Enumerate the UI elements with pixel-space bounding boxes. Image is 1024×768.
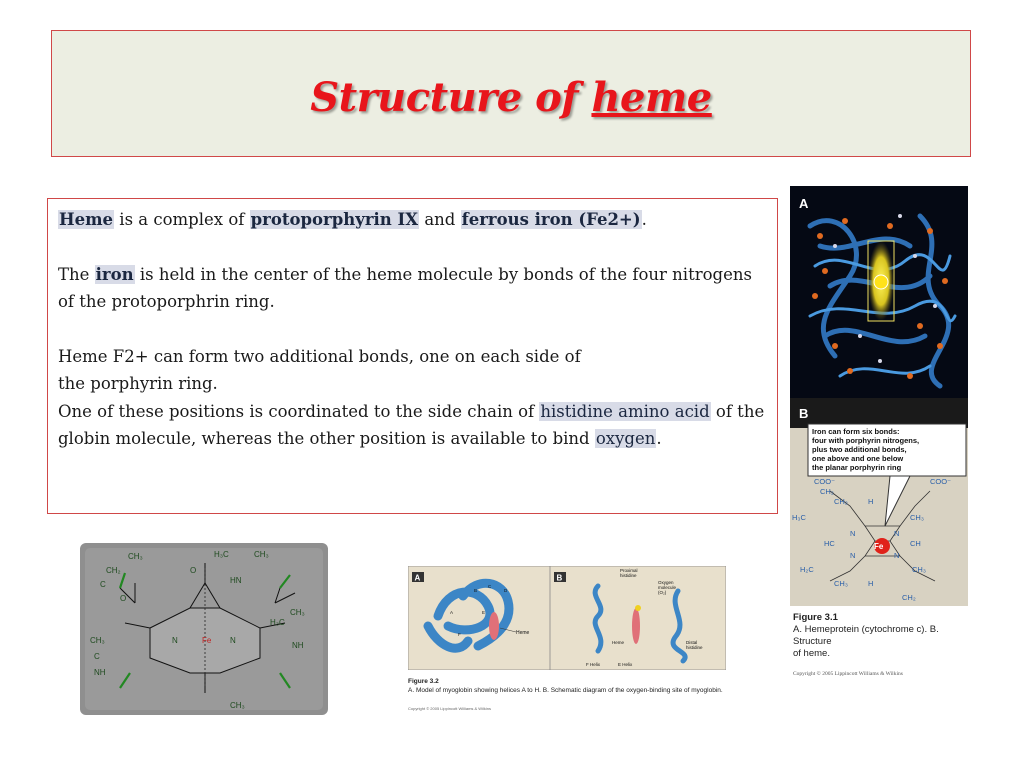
formula-label: CH₃: [90, 636, 105, 645]
panel-a-label: A: [799, 196, 809, 211]
text-run: is held in the center of the heme molecule by bonds of the four nitrogens of the protoporphrin ring.: [58, 264, 752, 311]
callout-line: four with porphyrin nitrogens,: [812, 436, 920, 445]
figure-3-2-text: A. Model of myoglobin showing helices A to H. B. Schematic diagram of the oxygen-binding site of myoglobin.: [408, 687, 723, 694]
atom-label: H₂C: [800, 565, 814, 574]
formula-label: O: [120, 594, 127, 603]
atom-label: COO⁻: [814, 477, 836, 486]
highlight-protoporphyrin: protoporphyrin IX: [250, 210, 419, 229]
paragraph-iron-center: [58, 261, 767, 316]
text-run: One of these positions is coordinated to the side chain of: [58, 401, 540, 421]
atom-label: H: [868, 579, 874, 588]
formula-iron-label: Fe: [202, 636, 212, 645]
oxygen-label: (O₂): [658, 590, 667, 595]
proximal-label: Proximal: [620, 568, 638, 573]
oxygen-molecule: [635, 605, 641, 611]
panel-b-label: B: [556, 573, 563, 583]
atom-label: CH₂: [834, 497, 848, 506]
formula-label: O: [190, 566, 197, 575]
formula-label: NH: [94, 668, 106, 677]
heme-structural-formula: [80, 543, 328, 715]
text-run: Heme F2+ can form two additional bonds, one on each side of: [58, 346, 581, 366]
figure-3-2-copyright: Copyright © 2005 Lippincott Williams & Wilkins: [408, 706, 491, 711]
heme-disc-b: [632, 608, 640, 644]
slide-title: [310, 74, 712, 121]
atom-label: N: [894, 551, 900, 560]
heme-disc: [489, 612, 499, 640]
figure-3-1-copyright: Copyright © 2005 Lippincott Williams & Wilkins: [793, 671, 903, 677]
helix-letter: C: [488, 584, 492, 589]
helix-letter: D: [504, 588, 508, 593]
heme-label-a: Heme: [516, 630, 530, 636]
figure-3-1-line2: of heme.: [793, 648, 830, 659]
text-run: and: [419, 210, 461, 229]
atom-label: N: [894, 529, 900, 538]
panel-a-label: A: [414, 573, 421, 583]
body-text-box: [47, 198, 778, 514]
e-helix-label: E Helix: [618, 662, 633, 667]
helix-letter: F: [458, 632, 461, 637]
atom-label: CH₂: [820, 487, 834, 496]
atom-label: COO⁻: [930, 477, 952, 486]
proximal-label: histidine: [620, 573, 637, 578]
oxygen-label: Oxygen: [658, 580, 674, 585]
paragraph-heme-complex: [58, 206, 767, 234]
atom-label: CH₃: [912, 565, 926, 574]
figure-3-2-myoglobin: [408, 566, 726, 670]
formula-label: CH₃: [254, 550, 269, 559]
formula-label: H₃C: [270, 618, 285, 627]
panel-b-label: B: [799, 406, 809, 421]
figure-3-1-title: Figure 3.1: [793, 612, 838, 623]
atom-label: CH₃: [834, 579, 848, 588]
formula-label: HN: [230, 576, 242, 585]
callout-line: the planar porphyrin ring: [812, 463, 902, 472]
formula-label: NH: [292, 641, 304, 650]
text-run: The: [58, 264, 95, 284]
paragraph-additional-bonds: [58, 343, 767, 398]
atom-label: CH₃: [910, 513, 924, 522]
heme-label-b: Heme: [612, 640, 625, 645]
formula-label: N: [230, 636, 236, 645]
paragraph-histidine: [58, 398, 767, 453]
formula-label: CH₃: [128, 552, 143, 561]
text-run: the porphyrin ring.: [58, 374, 218, 393]
formula-label: CH₂: [106, 566, 121, 575]
atom-label: N: [850, 529, 856, 538]
formula-label: C: [100, 580, 106, 589]
highlight-oxygen: oxygen: [595, 429, 656, 448]
title-underlined: heme: [591, 74, 712, 121]
title-prefix: Structure of: [310, 74, 579, 121]
formula-label: CH₃: [230, 701, 245, 710]
figure-3-2-caption: [408, 677, 738, 713]
f-helix-label: F Helix: [586, 662, 601, 667]
atom-label: HC: [824, 539, 835, 548]
formula-label: N: [172, 636, 178, 645]
distal-label: Distal: [686, 640, 698, 645]
atom-label: CH: [910, 539, 921, 548]
figure-3-1-caption: [793, 612, 973, 680]
atom-label: H: [868, 497, 874, 506]
callout-line: plus two additional bonds,: [812, 445, 907, 454]
highlight-iron: iron: [95, 264, 134, 284]
figure-3-1-line1: A. Hemeprotein (cytochrome c). B. Structure: [793, 624, 939, 647]
text-run: of the globin molecule, whereas the other position is available to bind: [58, 401, 765, 448]
atom-label: CH₂: [902, 593, 916, 602]
helix-letter: E: [482, 610, 486, 615]
title-box: [51, 30, 971, 157]
text-run: .: [656, 429, 662, 448]
text-run: .: [641, 210, 647, 229]
figure-3-2-title: Figure 3.2: [408, 678, 439, 685]
text-run: is a complex of: [114, 210, 250, 229]
formula-label: H₃C: [214, 550, 229, 559]
distal-label: histidine: [686, 645, 703, 650]
atom-label: H₃C: [792, 513, 806, 522]
formula-label: CH₃: [290, 608, 305, 617]
oxygen-label: molecule: [658, 585, 677, 590]
figure-3-1-hemeprotein: [790, 186, 968, 606]
highlight-histidine: histidine amino acid: [540, 401, 710, 421]
atom-label: N: [850, 551, 856, 560]
highlight-heme: Heme: [59, 210, 114, 229]
highlight-ferrous-iron: ferrous iron (Fe2+): [461, 210, 641, 229]
helix-letter: A: [450, 610, 454, 615]
callout-line: Iron can form six bonds:: [812, 427, 900, 436]
formula-label: C: [94, 652, 100, 661]
helix-letter: B: [474, 588, 478, 593]
iron-atom-label: Fe: [874, 542, 884, 551]
callout-line: one above and one below: [812, 454, 904, 463]
